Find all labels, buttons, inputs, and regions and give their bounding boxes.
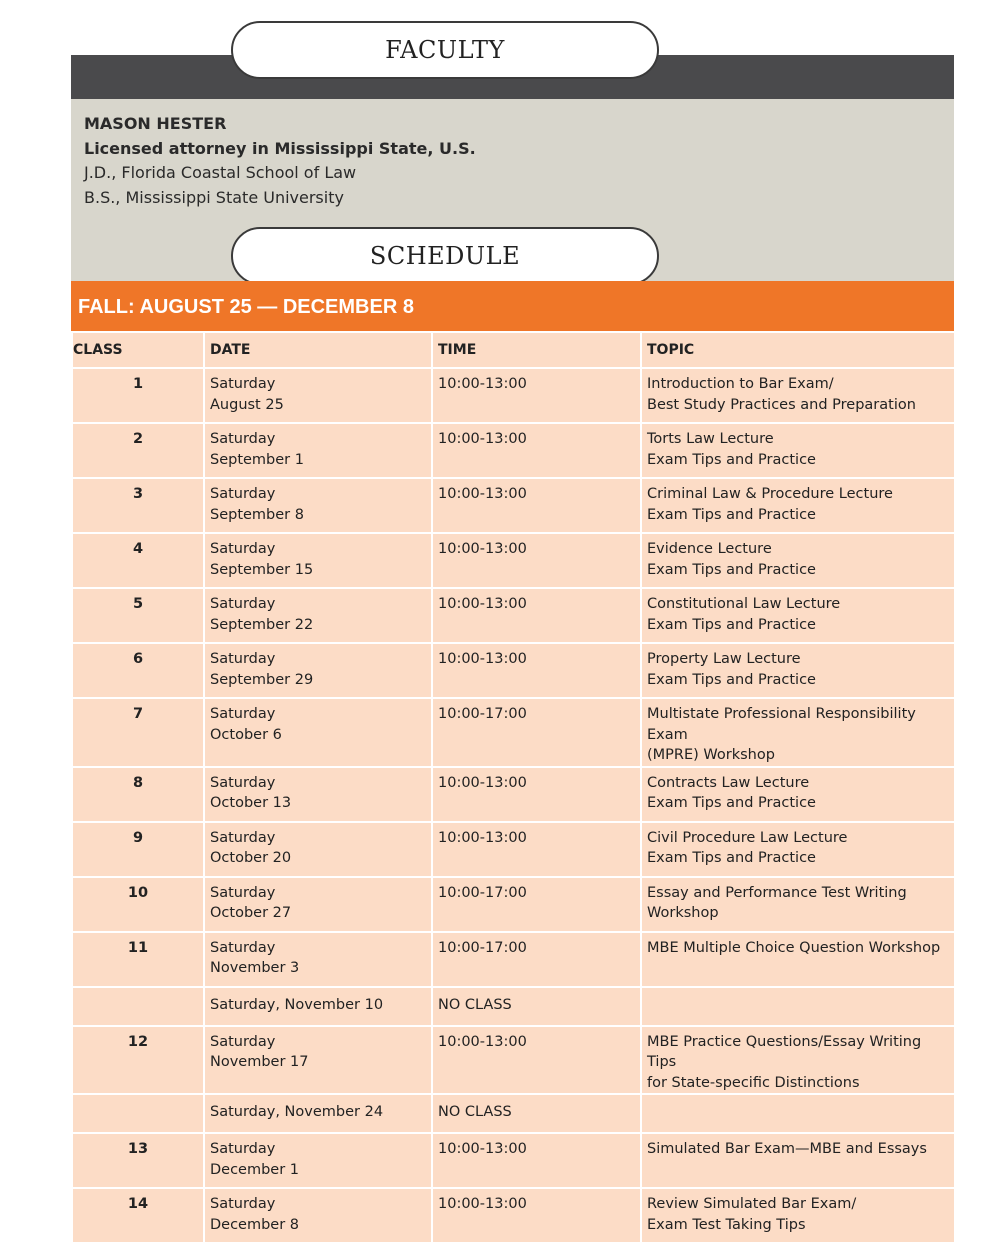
topic-line-1: Evidence Lecture (647, 541, 772, 557)
date-cell (204, 767, 432, 822)
topic-line-1: Property Law Lecture (647, 651, 801, 667)
time-cell: 10:00-13:00 (432, 822, 641, 877)
topic-cell (641, 423, 955, 478)
table-row (72, 877, 955, 932)
date-cell (204, 478, 432, 533)
topic-line-1: Review Simulated Bar Exam/ (647, 1196, 857, 1212)
topic-line-2: Workshop (647, 905, 719, 921)
column-header-date: DATE (204, 332, 432, 368)
time-cell: 10:00-13:00 (432, 1133, 641, 1188)
topic-line-1: Simulated Bar Exam—MBE and Essays (647, 1141, 927, 1157)
topic-cell (641, 1026, 955, 1095)
class-number: 5 (72, 588, 204, 643)
faculty-heading: FACULTY (231, 21, 659, 79)
topic-cell (641, 1094, 955, 1133)
date-day: Saturday (210, 376, 276, 392)
topic-cell (641, 1133, 955, 1188)
topic-line-2: Exam Tips and Practice (647, 850, 816, 866)
topic-line-1: MBE Practice Questions/Essay Writing Tips (647, 1033, 922, 1070)
date-day: Saturday (210, 1033, 276, 1050)
date-date: September 1 (210, 451, 304, 468)
table-row (72, 643, 955, 698)
time-cell: 10:00-17:00 (432, 698, 641, 767)
time-cell: NO CLASS (432, 987, 641, 1026)
column-header-time: TIME (432, 332, 641, 368)
date-day: Saturday (210, 829, 276, 846)
time-cell: 10:00-13:00 (432, 533, 641, 588)
date-cell (204, 368, 432, 423)
time-cell: 10:00-13:00 (432, 368, 641, 423)
faculty-name: MASON HESTER (84, 114, 227, 133)
table-row (72, 1188, 955, 1243)
class-number: 4 (72, 533, 204, 588)
topic-line-2: (MPRE) Workshop (647, 747, 775, 763)
date-date: October 13 (210, 795, 292, 811)
class-number: 9 (72, 822, 204, 877)
class-number: 10 (72, 877, 204, 932)
class-number: 7 (72, 698, 204, 767)
date-day: Saturday (210, 884, 276, 901)
date-date: December 1 (210, 1161, 300, 1178)
faculty-info (84, 112, 476, 210)
date-day: Saturday (210, 1141, 276, 1157)
date-cell (204, 1094, 432, 1133)
date-cell (204, 588, 432, 643)
table-row (72, 1094, 955, 1133)
faculty-degree-jd: J.D., Florida Coastal School of Law (84, 163, 357, 182)
date-day: Saturday, November 24 (210, 1104, 384, 1120)
date-cell (204, 643, 432, 698)
time-cell: 10:00-13:00 (432, 1026, 641, 1095)
date-cell (204, 822, 432, 877)
date-cell (204, 987, 432, 1026)
date-date: August 25 (210, 396, 284, 413)
topic-cell (641, 767, 955, 822)
faculty-license: Licensed attorney in Mississippi State, U.S. (84, 138, 476, 158)
date-cell (204, 423, 432, 478)
topic-line-1: Constitutional Law Lecture (647, 596, 841, 612)
table-row (72, 478, 955, 533)
table-row (72, 932, 955, 987)
topic-line-1: Civil Procedure Law Lecture (647, 829, 848, 846)
date-day: Saturday (210, 431, 276, 447)
date-day: Saturday (210, 1196, 276, 1212)
date-cell (204, 533, 432, 588)
table-header-row (72, 332, 955, 368)
topic-line-2: for State-specific Distinctions (647, 1074, 860, 1091)
table-row (72, 987, 955, 1026)
topic-line-1: MBE Multiple Choice Question Workshop (647, 939, 941, 956)
time-cell: NO CLASS (432, 1094, 641, 1133)
time-cell: 10:00-17:00 (432, 932, 641, 987)
column-header-class: CLASS (72, 332, 204, 368)
class-number: 14 (72, 1188, 204, 1243)
schedule-heading: SCHEDULE (231, 227, 659, 285)
topic-cell (641, 987, 955, 1026)
date-date: November 3 (210, 960, 300, 976)
table-row (72, 1133, 955, 1188)
date-cell (204, 1026, 432, 1095)
topic-cell (641, 1188, 955, 1243)
topic-line-2: Exam Tips and Practice (647, 561, 816, 578)
date-date: October 6 (210, 726, 282, 743)
table-row (72, 698, 955, 767)
topic-cell (641, 698, 955, 767)
topic-line-2: Exam Tips and Practice (647, 671, 816, 688)
date-date: November 17 (210, 1054, 309, 1070)
class-number (72, 1094, 204, 1133)
date-cell (204, 1133, 432, 1188)
class-number: 3 (72, 478, 204, 533)
date-date: September 15 (210, 561, 314, 578)
time-cell: 10:00-13:00 (432, 423, 641, 478)
date-day: Saturday, November 10 (210, 996, 384, 1013)
class-number: 8 (72, 767, 204, 822)
time-cell: 10:00-13:00 (432, 767, 641, 822)
date-date: September 8 (210, 506, 304, 523)
class-number: 1 (72, 368, 204, 423)
time-cell: 10:00-13:00 (432, 643, 641, 698)
column-header-topic: TOPIC (641, 332, 955, 368)
date-date: September 29 (210, 671, 314, 688)
date-day: Saturday (210, 541, 276, 557)
topic-line-2: Exam Tips and Practice (647, 795, 816, 811)
topic-line-2: Exam Tips and Practice (647, 451, 816, 468)
class-number (72, 987, 204, 1026)
time-cell: 10:00-13:00 (432, 1188, 641, 1243)
topic-line-1: Torts Law Lecture (647, 431, 774, 447)
topic-line-2: Exam Tips and Practice (647, 506, 816, 523)
table-row (72, 1026, 955, 1095)
date-day: Saturday (210, 651, 276, 667)
topic-line-2: Best Study Practices and Preparation (647, 396, 916, 413)
topic-cell (641, 368, 955, 423)
topic-cell (641, 932, 955, 987)
time-cell: 10:00-13:00 (432, 478, 641, 533)
schedule-table (71, 331, 956, 1244)
class-number: 11 (72, 932, 204, 987)
date-day: Saturday (210, 939, 276, 956)
topic-cell (641, 822, 955, 877)
class-number: 2 (72, 423, 204, 478)
topic-line-1: Introduction to Bar Exam/ (647, 376, 834, 392)
date-date: September 22 (210, 616, 314, 633)
date-cell (204, 877, 432, 932)
topic-line-2: Exam Test Taking Tips (647, 1216, 806, 1233)
topic-cell (641, 533, 955, 588)
date-day: Saturday (210, 706, 276, 722)
class-number: 6 (72, 643, 204, 698)
faculty-degree-bs: B.S., Mississippi State University (84, 187, 344, 207)
time-cell: 10:00-17:00 (432, 877, 641, 932)
table-row (72, 767, 955, 822)
table-row (72, 368, 955, 423)
date-day: Saturday (210, 596, 276, 612)
term-banner: FALL: AUGUST 25 — DECEMBER 8 (71, 281, 954, 331)
table-row (72, 533, 955, 588)
date-cell (204, 698, 432, 767)
topic-line-1: Criminal Law & Procedure Lecture (647, 486, 893, 502)
table-row (72, 822, 955, 877)
class-number: 12 (72, 1026, 204, 1095)
date-day: Saturday (210, 486, 276, 502)
date-date: December 8 (210, 1216, 300, 1233)
topic-cell (641, 588, 955, 643)
topic-cell (641, 877, 955, 932)
date-date: October 20 (210, 850, 292, 866)
table-row (72, 423, 955, 478)
topic-line-2: Exam Tips and Practice (647, 616, 816, 633)
topic-cell (641, 643, 955, 698)
topic-cell (641, 478, 955, 533)
date-day: Saturday (210, 774, 276, 791)
topic-line-1: Contracts Law Lecture (647, 774, 810, 791)
date-date: October 27 (210, 905, 292, 921)
time-cell: 10:00-13:00 (432, 588, 641, 643)
date-cell (204, 1188, 432, 1243)
topic-line-1: Multistate Professional Responsibility Exam (647, 706, 916, 743)
date-cell (204, 932, 432, 987)
class-number: 13 (72, 1133, 204, 1188)
topic-line-1: Essay and Performance Test Writing (647, 884, 907, 901)
table-row (72, 588, 955, 643)
